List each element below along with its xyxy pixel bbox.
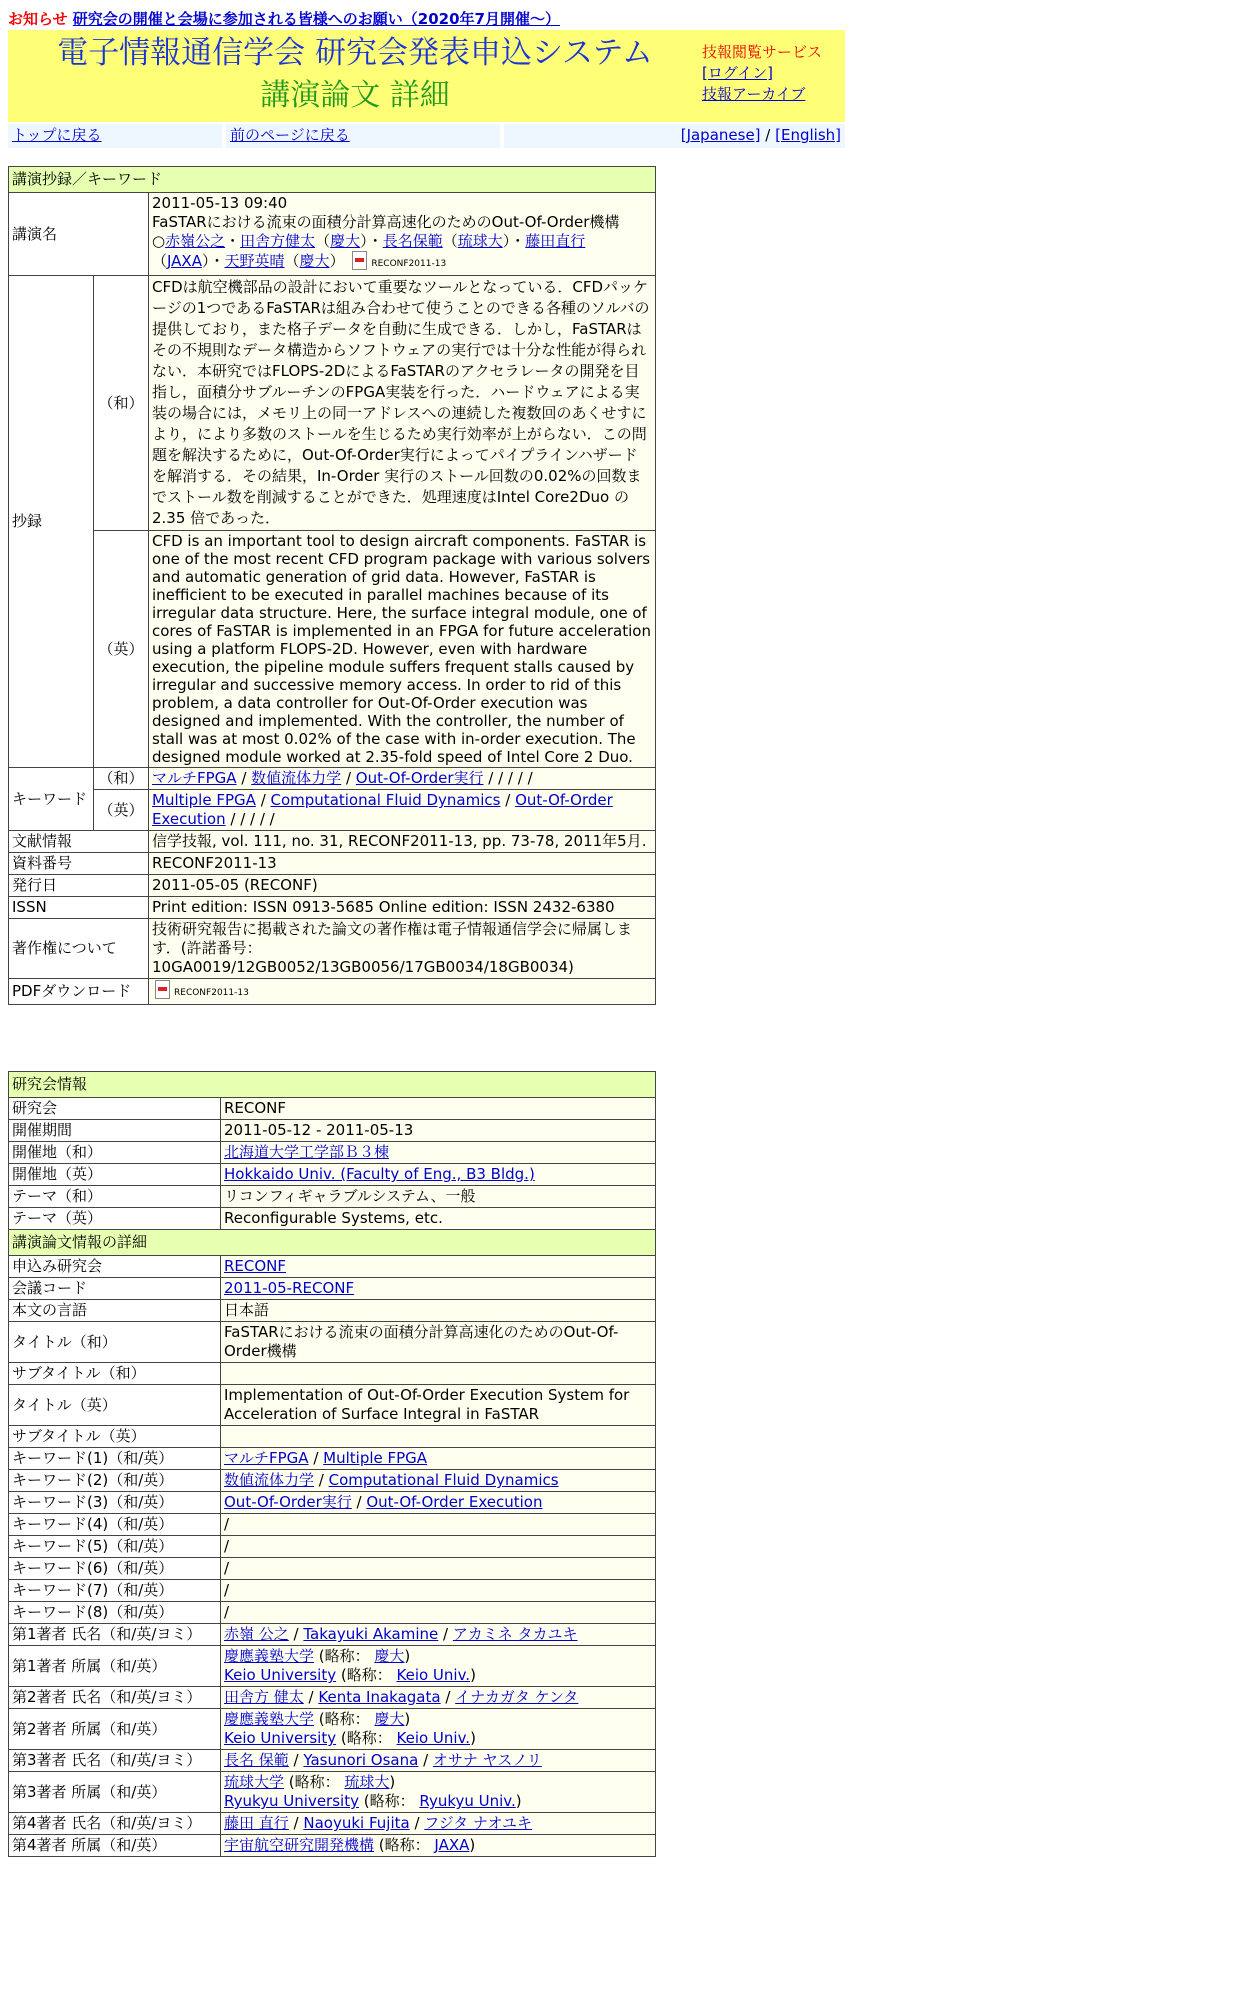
row-label: キーワード(3)（和/英）: [9, 1492, 221, 1514]
keyword-ja-link[interactable]: 数値流体力学: [224, 1471, 315, 1489]
abbr-prefix: (略称：: [314, 1647, 375, 1665]
keyword-en-link[interactable]: Out-Of-Order Execution: [152, 791, 613, 828]
row-value: Reconfigurable Systems, etc.: [221, 1208, 656, 1230]
info-row: [9, 875, 656, 897]
pdf-download-label: PDFダウンロード: [9, 979, 149, 1005]
abbr-prefix: (略称：: [336, 1729, 397, 1747]
keywords-ja: [149, 768, 656, 790]
author-name-row: [9, 1750, 656, 1772]
affiliation-ja: [224, 1710, 652, 1729]
affiliation-abbr-ja-link[interactable]: JAXA: [434, 1836, 470, 1854]
keywords-en: [149, 790, 656, 831]
meeting-row: [9, 1322, 656, 1363]
author-name-yomi-link[interactable]: イナカガタ ケンタ: [455, 1688, 579, 1706]
author-list: [152, 232, 652, 274]
abbr-prefix: (略称：: [284, 1773, 345, 1791]
keyword-row: [9, 1558, 656, 1580]
system-title: 電子情報通信学会 研究会発表申込システム: [57, 35, 653, 71]
keyword-ja-link[interactable]: Out-Of-Order実行: [224, 1493, 352, 1511]
affiliation-en: [224, 1792, 652, 1811]
abstract-section-header: 講演抄録／キーワード: [9, 167, 656, 193]
keyword-en-label: （英）: [94, 790, 149, 831]
row-value: Implementation of Out-Of-Order Execution System for Acceleration of Surface Integral in FaSTAR: [221, 1385, 656, 1426]
info-row: [9, 897, 656, 919]
paren: （: [284, 252, 300, 270]
author-affiliation-row: [9, 1646, 656, 1687]
nav-lang-cell: [504, 124, 845, 148]
author-link[interactable]: 田舎方健太: [240, 232, 316, 250]
slash: /: [288, 1814, 304, 1832]
row-value: [221, 1514, 656, 1536]
row-label: テーマ（和）: [9, 1186, 221, 1208]
author-name-en-link[interactable]: Naoyuki Fujita: [303, 1814, 410, 1832]
row-value: [221, 1750, 656, 1772]
keyword-separator: /: [500, 791, 516, 809]
pdf-link[interactable]: [349, 252, 446, 270]
slash: /: [314, 1471, 329, 1489]
abstract-en-label: （英）: [94, 531, 149, 768]
author-name-en-link[interactable]: Kenta Inakagata: [318, 1688, 441, 1706]
affiliation-link[interactable]: 琉球大: [457, 232, 503, 250]
pdf-code: RECONF2011-13: [174, 988, 249, 998]
affiliation-ja: [224, 1773, 652, 1792]
slash: /: [288, 1751, 304, 1769]
meeting-row: [9, 1186, 656, 1208]
service-label: 技報閲覧サービス: [702, 43, 823, 61]
meeting-row: [9, 1300, 656, 1322]
row-value: [221, 1835, 656, 1857]
keyword-en-link[interactable]: Computational Fluid Dynamics: [328, 1471, 559, 1489]
author-name-en-link[interactable]: Yasunori Osana: [303, 1751, 419, 1769]
archive-link[interactable]: 技報アーカイブ: [702, 85, 806, 103]
author-link[interactable]: 長名保範: [382, 232, 443, 250]
keyword-en-link[interactable]: Multiple FPGA: [323, 1449, 428, 1467]
talk-datetime: 2011-05-13 09:40: [152, 194, 288, 212]
keyword-separator: /: [341, 769, 356, 787]
affiliation-ja-link[interactable]: 慶應義塾大学: [224, 1710, 315, 1728]
paren: （: [315, 232, 331, 250]
slash: /: [224, 1515, 230, 1533]
pdf-code: RECONF2011-13: [371, 259, 447, 269]
row-label: キーワード(2)（和/英）: [9, 1470, 221, 1492]
row-value: リコンフィギャラブルシステム、一般: [221, 1186, 656, 1208]
info-value: Print edition: ISSN 0913-5685 Online edition: ISSN 2432-6380: [149, 897, 656, 919]
page-title: 講演論文 詳細: [260, 78, 450, 113]
nav-prev-cell: [226, 124, 500, 148]
row-value: [221, 1492, 656, 1514]
keyword-separator: /: [236, 769, 252, 787]
info-row: [9, 831, 656, 853]
row-label: 本文の言語: [9, 1300, 221, 1322]
keyword-row: [9, 1602, 656, 1624]
site-header: [8, 30, 845, 122]
author-name-en-link[interactable]: Takayuki Akamine: [303, 1625, 439, 1643]
info-label: 文献情報: [9, 831, 149, 853]
row-value: FaSTARにおける流束の面積分計算高速化のためのOut-Of-Order機構: [221, 1322, 656, 1363]
row-value: [221, 1470, 656, 1492]
row-label: キーワード(8)（和/英）: [9, 1602, 221, 1624]
keyword-ja-label: （和）: [94, 768, 149, 790]
talk-title: FaSTARにおける流束の面積分計算高速化のためのOut-Of-Order機構: [152, 213, 620, 231]
affiliation-en: [224, 1729, 652, 1748]
row-value: [221, 1426, 656, 1448]
keyword-row: [9, 1448, 656, 1470]
affiliation-abbr-en-link[interactable]: Keio Univ.: [396, 1666, 471, 1684]
row-value: [221, 1558, 656, 1580]
row-label: 開催期間: [9, 1120, 221, 1142]
row-label: 第4著者 氏名（和/英/ヨミ）: [9, 1813, 221, 1835]
keyword-ja-link[interactable]: マルチFPGA: [224, 1449, 309, 1467]
row-value: [221, 1164, 656, 1186]
info-label: 資料番号: [9, 853, 149, 875]
keyword-label: キーワード: [9, 768, 94, 831]
row-value: [221, 1278, 656, 1300]
row-label: 申込み研究会: [9, 1256, 221, 1278]
slash: /: [351, 1493, 367, 1511]
row-value-link[interactable]: Hokkaido Univ. (Faculty of Eng., B3 Bldg.): [224, 1165, 535, 1183]
info-label: 発行日: [9, 875, 149, 897]
author-affiliation-row: [9, 1772, 656, 1813]
row-value: [221, 1709, 656, 1750]
slash: /: [308, 1449, 324, 1467]
author-name-ja-link[interactable]: 赤嶺 公之: [224, 1625, 289, 1643]
keyword-row: [9, 1536, 656, 1558]
author-name-ja-link[interactable]: 長名 保範: [224, 1751, 289, 1769]
row-value: [221, 1536, 656, 1558]
affiliation-ja: [224, 1647, 652, 1666]
keyword-separator: /: [255, 791, 271, 809]
author-separator: ・: [225, 232, 241, 250]
abbr-suffix: ): [470, 1666, 476, 1684]
row-value: [221, 1624, 656, 1646]
meeting-row: [9, 1256, 656, 1278]
login-link[interactable]: [ログイン]: [702, 64, 773, 82]
slash: /: [418, 1751, 433, 1769]
notice-label: お知らせ: [8, 10, 68, 28]
meeting-row: [9, 1278, 656, 1300]
row-value-link[interactable]: 2011-05-RECONF: [224, 1279, 355, 1297]
japanese-link[interactable]: [Japanese]: [680, 126, 761, 144]
meeting-row: [9, 1363, 656, 1385]
row-label: 第2著者 氏名（和/英/ヨミ）: [9, 1687, 221, 1709]
detail-section-header: 講演論文情報の詳細: [9, 1230, 656, 1256]
pdf-download-cell: [149, 979, 656, 1005]
affiliation-ja-link[interactable]: 宇宙航空研究開発機構: [224, 1836, 375, 1854]
row-label: 開催地（和）: [9, 1142, 221, 1164]
pdf-icon: [152, 980, 172, 998]
back-to-prev-link[interactable]: 前のページに戻る: [230, 126, 350, 144]
row-label: 第2著者 所属（和/英）: [9, 1709, 221, 1750]
affiliation-link[interactable]: 慶大: [299, 252, 330, 270]
slash: /: [438, 1625, 453, 1643]
slash: /: [440, 1688, 456, 1706]
keyword-ja-link[interactable]: マルチFPGA: [152, 769, 237, 787]
meeting-row: [9, 1098, 656, 1120]
slash: /: [303, 1688, 319, 1706]
slash: /: [224, 1537, 230, 1555]
abbr-suffix: ): [404, 1647, 411, 1665]
affiliation-en-link[interactable]: Ryukyu University: [224, 1792, 359, 1810]
author-name-ja-link[interactable]: 田舎方 健太: [224, 1688, 304, 1706]
paren: ）: [360, 232, 368, 250]
author-name-yomi-link[interactable]: オサナ ヤスノリ: [432, 1751, 542, 1769]
meeting-row: [9, 1385, 656, 1426]
affiliation-abbr-ja-link[interactable]: 琉球大: [344, 1773, 390, 1791]
slash: /: [409, 1814, 425, 1832]
author-link[interactable]: 天野英晴: [224, 252, 285, 270]
row-label: サブタイトル（和）: [9, 1363, 221, 1385]
info-label: ISSN: [9, 897, 149, 919]
affiliation-ja-link[interactable]: 慶應義塾大学: [224, 1647, 315, 1665]
abstract-label: 抄録: [9, 276, 94, 768]
keyword-row: [9, 1492, 656, 1514]
english-link[interactable]: [English]: [775, 126, 841, 144]
author-link[interactable]: 藤田直行: [525, 232, 586, 250]
talk-title-label: 講演名: [9, 193, 149, 276]
paren: （: [442, 232, 458, 250]
meeting-row: [9, 1142, 656, 1164]
row-value: 日本語: [221, 1300, 656, 1322]
row-label: 第3著者 氏名（和/英/ヨミ）: [9, 1750, 221, 1772]
presenter-mark: ○: [152, 232, 166, 250]
abstract-ja-label: （和）: [94, 276, 149, 531]
affiliation-abbr-ja-link[interactable]: 慶大: [374, 1710, 405, 1728]
row-label: キーワード(7)（和/英）: [9, 1580, 221, 1602]
row-label: 第1著者 所属（和/英）: [9, 1646, 221, 1687]
paren: ）: [201, 252, 210, 270]
keyword-ja-link[interactable]: 数値流体力学: [251, 769, 342, 787]
keyword-row: [9, 1514, 656, 1536]
author-affiliation-row: [9, 1835, 656, 1857]
keyword-row: [9, 1580, 656, 1602]
affiliation-link[interactable]: JAXA: [167, 252, 202, 270]
row-label: キーワード(5)（和/英）: [9, 1536, 221, 1558]
abbr-suffix: ): [404, 1710, 411, 1728]
meeting-section-header: 研究会情報: [9, 1072, 656, 1098]
affiliation-ja: [224, 1836, 652, 1855]
keyword-tail: / / / / /: [225, 810, 275, 828]
row-value: [221, 1580, 656, 1602]
row-value: [221, 1448, 656, 1470]
row-value: 2011-05-12 - 2011-05-13: [221, 1120, 656, 1142]
abstract-en: CFD is an important tool to design aircraft components. FaSTAR is one of the most recent CFD program package with various solvers and automatic generation of grid data. However, FaSTAR is inefficient to be executed in parallel machines because of its irregular data structure. Here, the surface integral module, one of cores of FaSTAR is implemented in an FPGA for future acceleration using a platform FLOPS-2D. However, even with hardware execution, the pipeline module suffers frequent stalls caused by irregular and successive memory access. In order to rid of this problem, a data controller for Out-Of-Order execution was designed and implemented. With the controller, the number of stall was at most 0.02% of the case with in-order execution. The designed module worked at 2.35-fold speed of Intel Core 2 Duo.: [149, 531, 656, 768]
row-value: [221, 1602, 656, 1624]
author-separator: ・: [209, 252, 225, 270]
pdf-download-link[interactable]: [152, 981, 249, 999]
row-label: 研究会: [9, 1098, 221, 1120]
row-label: キーワード(6)（和/英）: [9, 1558, 221, 1580]
nav-bar: [8, 124, 845, 148]
author-link[interactable]: 赤嶺公之: [165, 232, 226, 250]
keyword-ja-link[interactable]: Out-Of-Order実行: [355, 769, 484, 787]
abbr-suffix: ): [389, 1773, 396, 1791]
row-label: タイトル（英）: [9, 1385, 221, 1426]
slash: /: [224, 1559, 230, 1577]
affiliation-en-link[interactable]: Keio University: [224, 1729, 337, 1747]
author-separator: ・: [510, 232, 526, 250]
paren: ）: [329, 252, 345, 270]
row-value: [221, 1363, 656, 1385]
copyright-label: 著作権について: [9, 919, 149, 979]
affiliation-abbr-ja-link[interactable]: 慶大: [374, 1647, 405, 1665]
row-label: 第1著者 氏名（和/英/ヨミ）: [9, 1624, 221, 1646]
affiliation-link[interactable]: 慶大: [330, 232, 361, 250]
affiliation-en-link[interactable]: Keio University: [224, 1666, 337, 1684]
row-label: キーワード(4)（和/英）: [9, 1514, 221, 1536]
header-side-links: [702, 42, 822, 105]
copyright-text: 技術研究報告に掲載された論文の著作権は電子情報通信学会に帰属します．(許諾番号：10GA0019/12GB0052/13GB0056/17GB0034/18GB0034): [149, 919, 656, 979]
keyword-en-link[interactable]: Multiple FPGA: [152, 791, 256, 809]
meeting-row: [9, 1120, 656, 1142]
meeting-row: [9, 1208, 656, 1230]
paren: （: [152, 252, 168, 270]
row-value-link[interactable]: RECONF: [224, 1257, 287, 1275]
affiliation-abbr-en-link[interactable]: Ryukyu Univ.: [419, 1792, 516, 1810]
row-label: タイトル（和）: [9, 1322, 221, 1363]
author-name-yomi-link[interactable]: フジタ ナオユキ: [424, 1814, 532, 1832]
row-label: 会議コード: [9, 1278, 221, 1300]
slash: /: [224, 1581, 230, 1599]
abstract-ja: CFDは航空機部品の設計において重要なツールとなっている．CFDパッケージの1つであるFaSTARは組み合わせて使うことのできる各種のソルバの提供しており，また格子データを自動に生成できる．しかし，FaSTARはその不規則なデータ構造からソフトウェアの実行では十分な性能が得られない．本研究ではFLOPS-2DによるFaSTARのアクセラレータの開発を目指し，面積分サブルーチンのFPGA実装を行った．ハードウェアによる実装の場合には，メモリ上の同一アドレスへの連続した複数回のあくせすにより，により多数のストールを生じるため実行効率が上がらない．この問題を解決するために，Out-Of-Order実行によってパイプラインハザードを解消する．その結果，In-Order 実行のストール回数の0.02%の回数までストール数を削減することができた．処理速度はIntel Core2Duo の2.35 倍であった．: [149, 276, 656, 531]
abbr-suffix: ): [469, 1836, 476, 1854]
abbr-prefix: (略称：: [374, 1836, 435, 1854]
row-label: キーワード(1)（和/英）: [9, 1448, 221, 1470]
talk-info-cell: [149, 193, 656, 276]
meeting-row: [9, 1426, 656, 1448]
keyword-en-link[interactable]: Computational Fluid Dynamics: [270, 791, 501, 809]
author-separator: ・: [367, 232, 383, 250]
row-value: [221, 1772, 656, 1813]
author-affiliation-row: [9, 1709, 656, 1750]
abbr-suffix: ): [515, 1792, 522, 1810]
abbr-prefix: (略称：: [314, 1710, 375, 1728]
info-row: [9, 853, 656, 875]
author-name-ja-link[interactable]: 藤田 直行: [224, 1814, 289, 1832]
meeting-row: [9, 1164, 656, 1186]
row-value: [221, 1142, 656, 1164]
row-value: [221, 1256, 656, 1278]
row-value: RECONF: [221, 1098, 656, 1120]
affiliation-abbr-en-link[interactable]: Keio Univ.: [396, 1729, 471, 1747]
row-label: 開催地（英）: [9, 1164, 221, 1186]
back-to-top-link[interactable]: トップに戻る: [12, 126, 102, 144]
pdf-icon: [349, 251, 369, 269]
affiliation-ja-link[interactable]: 琉球大学: [224, 1773, 285, 1791]
row-value: [221, 1813, 656, 1835]
nav-top-cell: [8, 124, 222, 148]
row-label: テーマ（英）: [9, 1208, 221, 1230]
row-value: [221, 1646, 656, 1687]
keyword-row: [9, 1470, 656, 1492]
author-name-row: [9, 1624, 656, 1646]
lang-separator: /: [760, 126, 776, 144]
row-label: 第4著者 所属（和/英）: [9, 1835, 221, 1857]
info-value: RECONF2011-13: [149, 853, 656, 875]
abbr-prefix: (略称：: [336, 1666, 397, 1684]
keyword-en-link[interactable]: Out-Of-Order Execution: [366, 1493, 543, 1511]
row-value: [221, 1687, 656, 1709]
author-name-row: [9, 1687, 656, 1709]
info-value: 2011-05-05 (RECONF): [149, 875, 656, 897]
abbr-suffix: ): [470, 1729, 476, 1747]
meeting-table: [8, 1071, 656, 1857]
abbr-prefix: (略称：: [358, 1792, 420, 1810]
author-name-yomi-link[interactable]: アカミネ タカユキ: [452, 1625, 578, 1643]
row-value-link[interactable]: 北海道大学工学部Ｂ３棟: [224, 1143, 390, 1161]
paren: ）: [502, 232, 511, 250]
author-name-row: [9, 1813, 656, 1835]
notice-link[interactable]: 研究会の開催と会場に参加される皆様へのお願い（2020年7月開催～）: [72, 10, 560, 28]
row-label: サブタイトル（英）: [9, 1426, 221, 1448]
info-value: 信学技報, vol. 111, no. 31, RECONF2011-13, pp. 73-78, 2011年5月.: [149, 831, 656, 853]
affiliation-en: [224, 1666, 652, 1685]
slash: /: [224, 1603, 230, 1621]
slash: /: [288, 1625, 304, 1643]
abstract-table: [8, 166, 656, 1005]
notice-bar: [8, 8, 560, 29]
row-label: 第3著者 所属（和/英）: [9, 1772, 221, 1813]
keyword-tail: / / / / /: [483, 769, 533, 787]
